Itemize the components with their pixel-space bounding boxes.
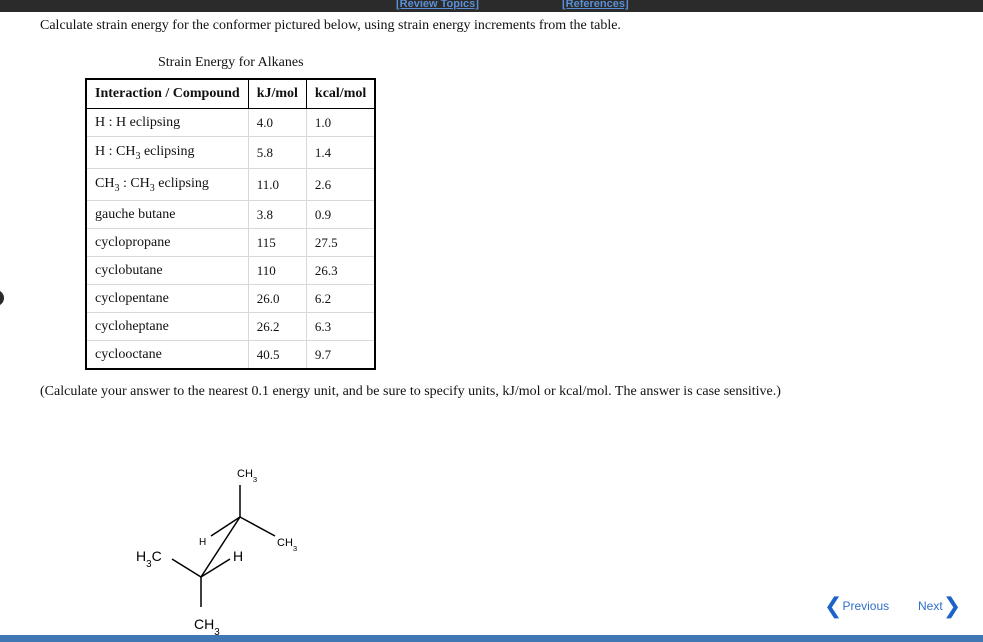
answer-instructions: (Calculate your answer to the nearest 0.1 energy unit, and be sure to specify units, kJ/mol or kcal/mol. The answer is case sensitive.) bbox=[40, 384, 781, 399]
kcal-cell: 26.3 bbox=[306, 257, 375, 285]
central-bond bbox=[201, 517, 240, 577]
front-right-h-label: H bbox=[233, 548, 244, 564]
kj-cell: 3.8 bbox=[248, 201, 306, 229]
interaction-cell: cyclooctane bbox=[86, 341, 248, 370]
front-bond-left bbox=[172, 559, 201, 577]
interaction-cell: cycloheptane bbox=[86, 313, 248, 341]
newman-projection-drawing bbox=[120, 455, 320, 635]
kcal-cell: 6.3 bbox=[306, 313, 375, 341]
interaction-cell: cyclopentane bbox=[86, 285, 248, 313]
references-link[interactable]: [References] bbox=[562, 0, 629, 10]
kcal-cell: 0.9 bbox=[306, 201, 375, 229]
next-button[interactable] bbox=[918, 593, 962, 618]
kj-cell: 115 bbox=[248, 229, 306, 257]
kj-cell: 26.0 bbox=[248, 285, 306, 313]
interaction-cell: $CH_3$ : $CH_3$ eclipsing bbox=[86, 169, 248, 201]
kcal-cell: 1.0 bbox=[306, 109, 375, 137]
table-caption: Strain Energy for Alkanes bbox=[158, 55, 304, 70]
interaction-cell: H : $CH_3$ eclipsing bbox=[86, 137, 248, 169]
back-left-h-label: H bbox=[199, 537, 207, 548]
kcal-cell: 1.4 bbox=[306, 137, 375, 169]
table-row bbox=[86, 229, 375, 257]
interaction-cell: cyclobutane bbox=[86, 257, 248, 285]
table-row bbox=[86, 137, 375, 169]
front-bottom-methyl-label: $CH_3$ bbox=[194, 616, 220, 635]
kj-cell: 11.0 bbox=[248, 169, 306, 201]
kcal-cell: 27.5 bbox=[306, 229, 375, 257]
front-bond-right bbox=[201, 559, 230, 577]
question-instruction: Calculate strain energy for the conformer pictured below, using strain energy increments from the table. bbox=[40, 18, 621, 33]
previous-label: Previous bbox=[842, 599, 890, 613]
table-row bbox=[86, 341, 375, 370]
column-header-interaction: Interaction / Compound bbox=[86, 79, 248, 109]
back-top-methyl-label: $CH_3$ bbox=[237, 468, 258, 484]
chevron-right-icon: ❯ bbox=[942, 593, 962, 618]
back-bond-left bbox=[211, 517, 240, 536]
table-row bbox=[86, 169, 375, 201]
table-row bbox=[86, 257, 375, 285]
top-toolbar bbox=[0, 0, 983, 12]
bottom-bar bbox=[0, 635, 983, 642]
review-topics-link[interactable]: [Review Topics] bbox=[396, 0, 479, 10]
kj-cell: 40.5 bbox=[248, 341, 306, 370]
kj-cell: 4.0 bbox=[248, 109, 306, 137]
side-handle[interactable] bbox=[0, 290, 4, 306]
next-label: Next bbox=[918, 599, 943, 613]
kj-cell: 5.8 bbox=[248, 137, 306, 169]
chevron-left-icon: ❮ bbox=[824, 593, 843, 618]
table-row bbox=[86, 109, 375, 137]
table-header-row bbox=[86, 79, 375, 109]
back-right-methyl-label: $CH_3$ bbox=[277, 537, 298, 553]
table-row bbox=[86, 285, 375, 313]
table-row bbox=[86, 313, 375, 341]
kcal-cell: 2.6 bbox=[306, 169, 375, 201]
interaction-cell: gauche butane bbox=[86, 201, 248, 229]
back-bond-right bbox=[240, 517, 275, 536]
column-header-kcal: kcal/mol bbox=[306, 79, 375, 109]
table-row bbox=[86, 201, 375, 229]
kj-cell: 110 bbox=[248, 257, 306, 285]
kcal-cell: 9.7 bbox=[306, 341, 375, 370]
kcal-cell: 6.2 bbox=[306, 285, 375, 313]
interaction-cell: H : H eclipsing bbox=[86, 109, 248, 137]
column-header-kj: kJ/mol bbox=[248, 79, 306, 109]
strain-energy-table bbox=[85, 78, 376, 370]
previous-button[interactable] bbox=[824, 593, 890, 618]
kj-cell: 26.2 bbox=[248, 313, 306, 341]
front-left-methyl-label: $H_3C$ bbox=[136, 548, 162, 570]
interaction-cell: cyclopropane bbox=[86, 229, 248, 257]
